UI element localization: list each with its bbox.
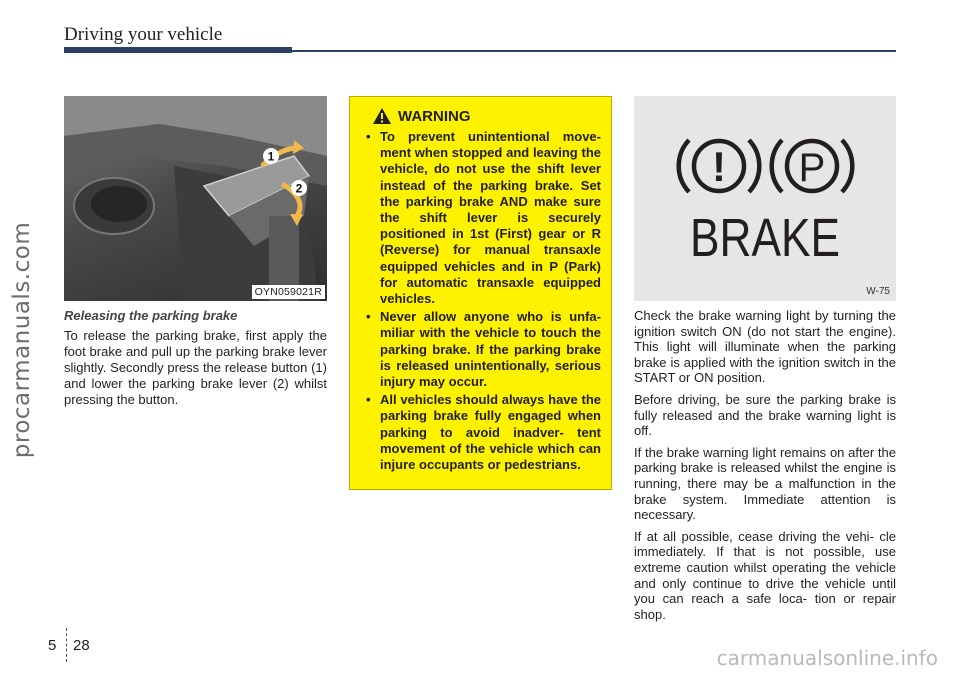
warning-item: • To prevent unintentional move- ment when stopped and leaving the vehicle, do not use the shift lever instead of the parking brake. Set the parking brake AND make sure the shift lever is securely positioned in 1st (First) gear or R (Reverse) for manual transaxle equipped vehicles and in P (Park) for automatic transaxle equipped vehicles.: [364, 129, 601, 307]
brake-word: BRAKE: [690, 208, 840, 268]
header-rule-thin: [292, 50, 896, 52]
warning-title: WARNING: [398, 107, 471, 125]
paragraph: Check the brake warning light by turning the ignition switch ON (do not start the engine). This light will illuminate when the parking brake is applied with the ignition switch in the START or ON position.: [634, 308, 896, 386]
warning-list: [364, 129, 601, 473]
paragraph: If at all possible, cease driving the vehi- cle immediately. If that is not possible, use extreme caution whilst operating the vehicle and only continue to drive the vehicle until you can reach a safe loca- tion or repair shop.: [634, 528, 896, 622]
warning-item: • Never allow anyone who is unfa- miliar with the vehicle to touch the parking brake. If the parking brake is released unintentionally, serious injury may occur.: [364, 309, 601, 390]
parking-brake-photo: [64, 96, 327, 301]
header-rule-thick: [64, 47, 292, 53]
callout-1: 1: [267, 149, 275, 164]
page-header-title: Driving your vehicle: [64, 24, 223, 45]
warning-box: [349, 96, 612, 490]
page-number-divider: [66, 628, 67, 662]
figure-code: W-75: [866, 286, 890, 297]
photo-code: OYN059021R: [252, 285, 325, 299]
brake-warning-light-figure: [634, 96, 896, 301]
side-watermark: [2, 150, 42, 530]
parking-p-symbol: P: [798, 146, 826, 190]
chapter-number: 5: [48, 637, 57, 654]
brake-light-text: [634, 308, 896, 628]
paragraph: If the brake warning light remains on after the parking brake is released whilst the engine is running, there may be a malfunction in the brake system. Immediate attention is necessary.: [634, 444, 896, 523]
photo-caption: Releasing the parking brake: [64, 308, 238, 323]
warning-header: [372, 107, 601, 125]
exclamation-symbol: !: [712, 143, 726, 190]
page-number: 28: [73, 637, 90, 654]
release-instructions: To release the parking brake, first apply the foot brake and pull up the parking brake lever slightly. Secondly press the release button (1) and lower the parking brake lever (2) whilst pressing the button.: [64, 328, 327, 407]
warning-triangle-icon: [372, 107, 392, 125]
warning-item: • All vehicles should always have the parking brake fully engaged when parking to avoid inadver- tent movement of the vehicle which can injure occupants or pedestrians.: [364, 392, 601, 473]
bottom-watermark: carmanualsonline.info: [716, 646, 938, 670]
side-watermark-text: procarmanuals.com: [9, 221, 35, 459]
paragraph: Before driving, be sure the parking brake is fully released and the brake warning light is off.: [634, 391, 896, 439]
callout-2: 2: [295, 181, 303, 196]
